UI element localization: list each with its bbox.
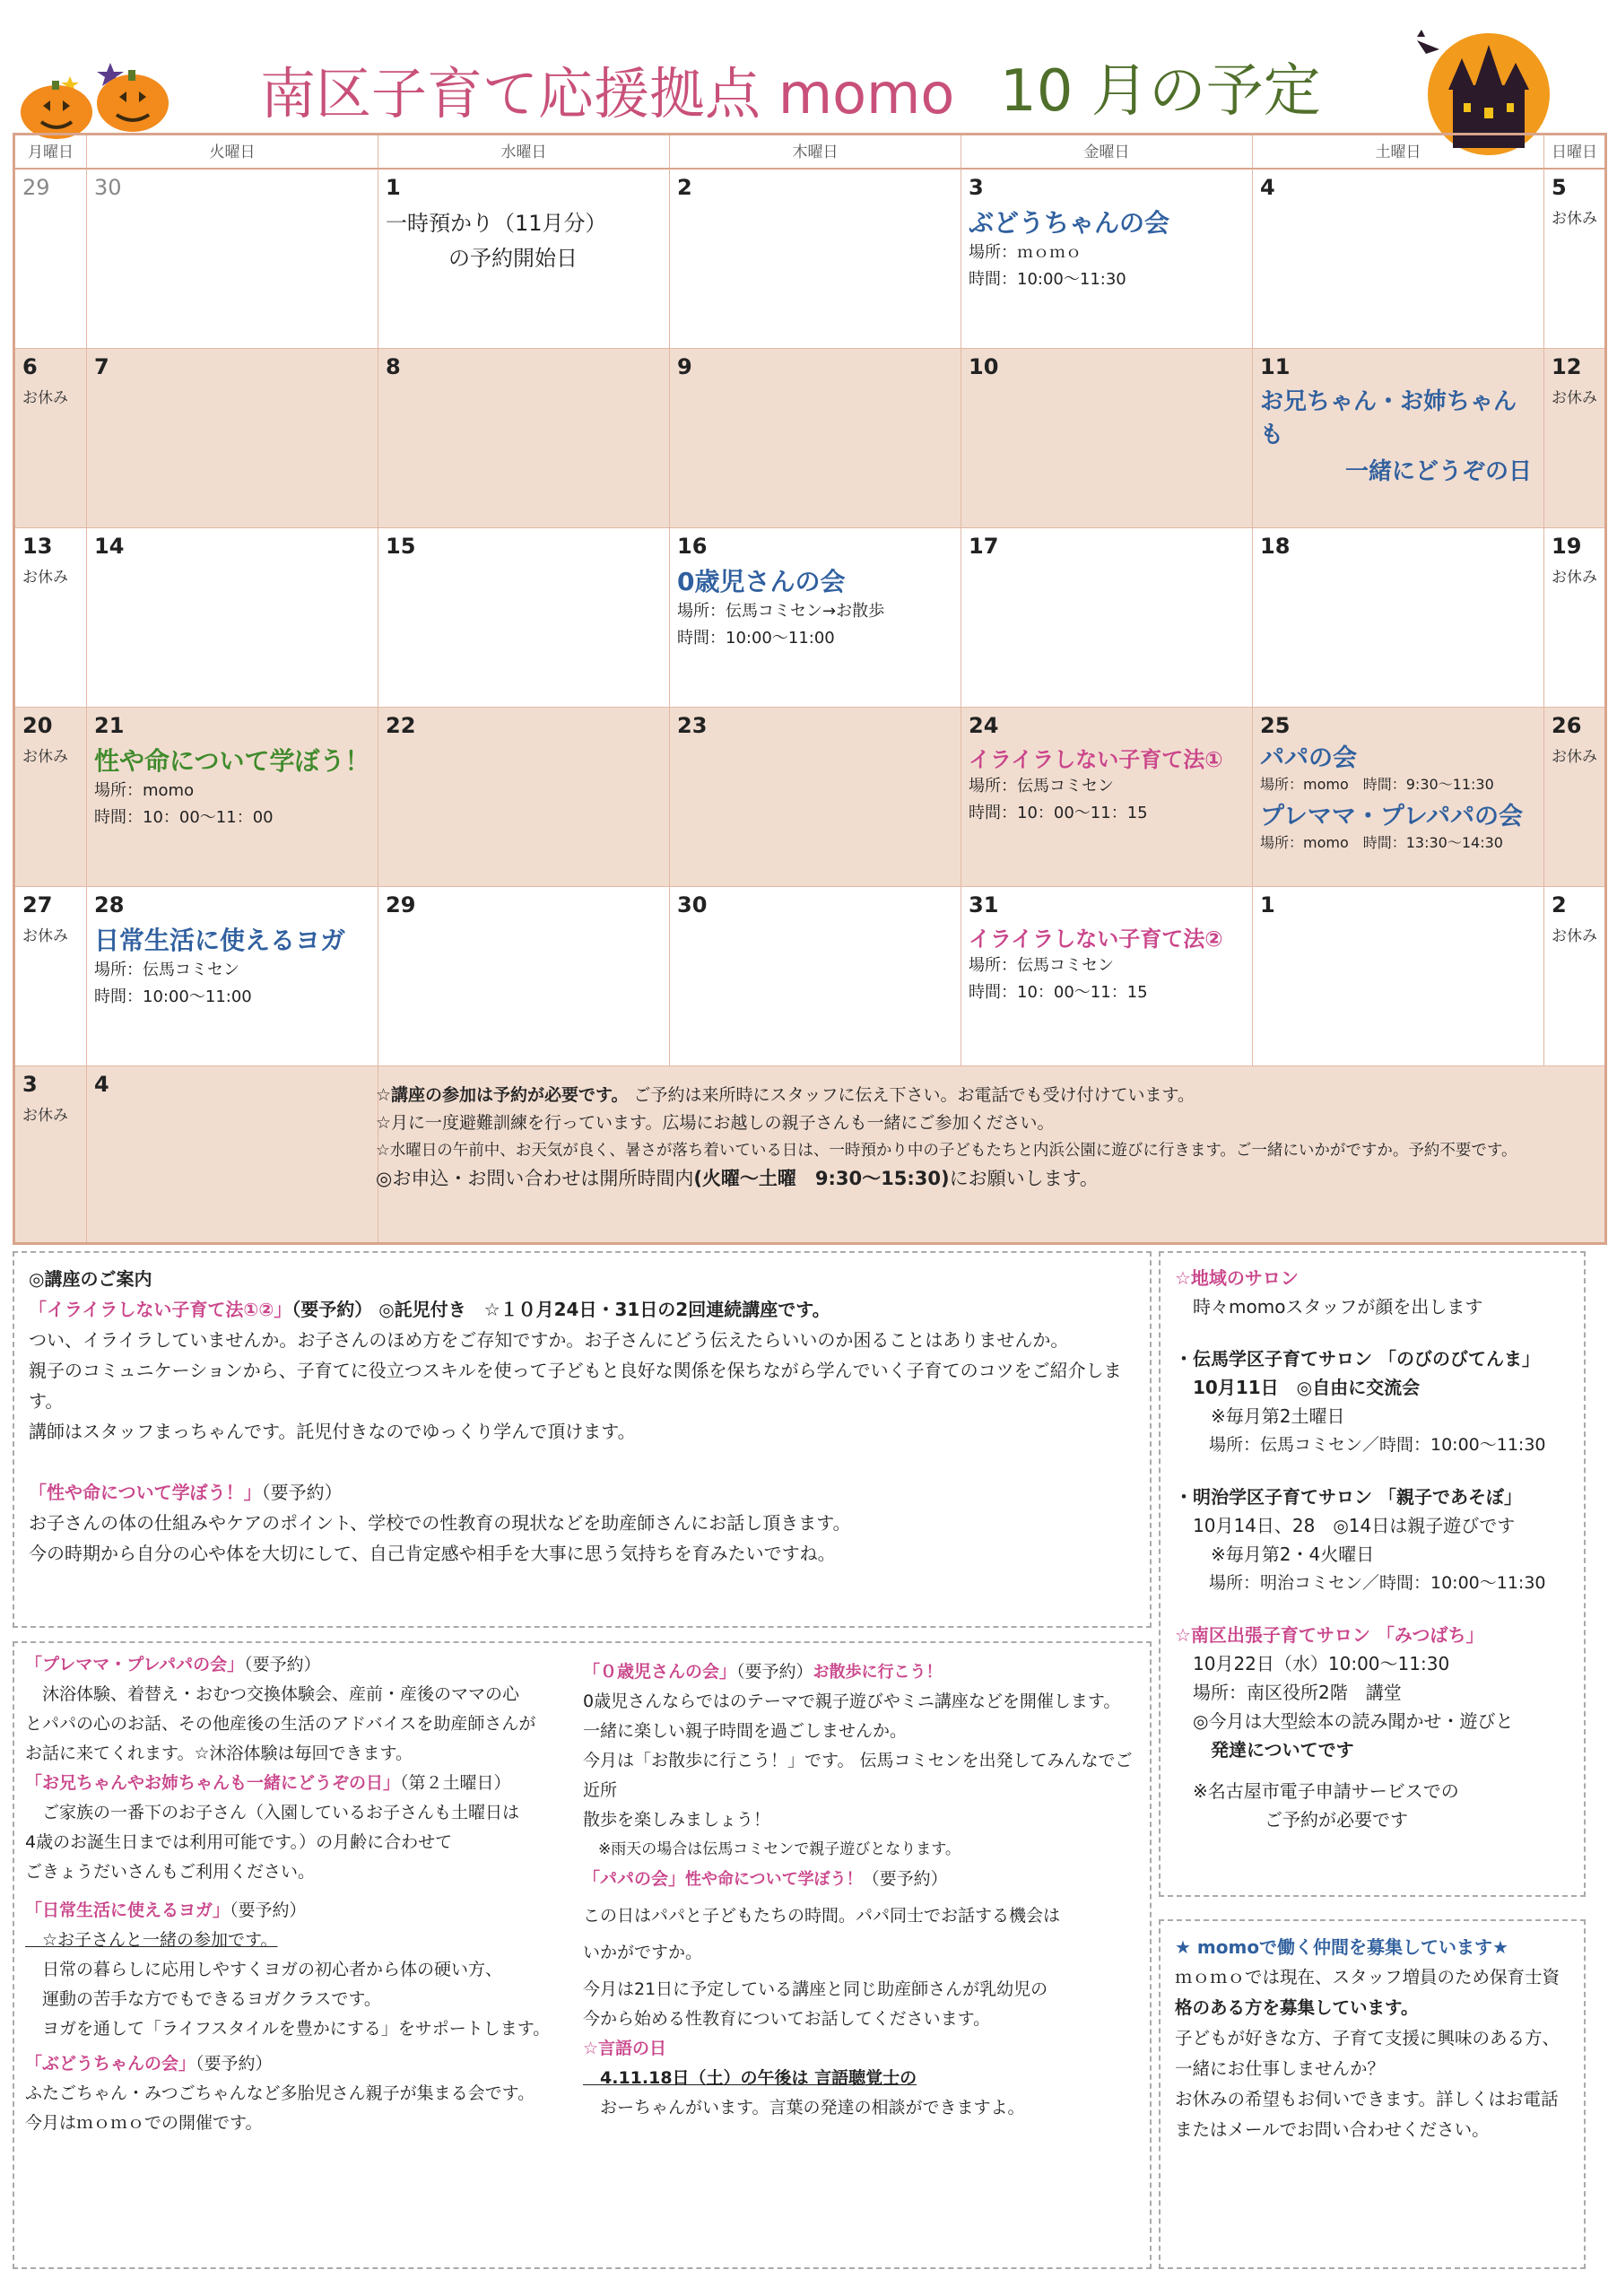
- month-title: 10 月の予定: [1000, 58, 1321, 125]
- day-cell: [670, 349, 961, 528]
- salon-text: 場所：南区役所2階 講堂: [1175, 1682, 1402, 1703]
- day-cell: [1253, 349, 1544, 528]
- day-cell: [87, 1066, 378, 1242]
- day-number: 9: [677, 354, 692, 379]
- day-cell: [1544, 887, 1604, 1066]
- event-details-mid: [583, 1657, 1143, 2123]
- weekday-header: 土曜日: [1253, 135, 1544, 170]
- page-title: 南区子育て応援拠点 momo: [260, 61, 955, 126]
- event-info: 場所：momo 時間：13:30〜14:30: [1260, 834, 1503, 851]
- event-detail-text: おーちゃんがいます。言葉の発達の相談ができますよ。: [583, 2098, 1025, 2118]
- event-detail-text: いかがですか。: [583, 1943, 703, 1962]
- closed-label: お休み: [1552, 210, 1597, 228]
- weekday-header: 火曜日: [87, 135, 378, 170]
- closed-label: お休み: [1552, 748, 1597, 766]
- event-detail-text: ※雨天の場合は伝馬コミセンで親子遊びとなります。: [583, 1840, 961, 1858]
- salon-title: ☆南区出張子育てサロン 「みつばち」: [1175, 1624, 1484, 1646]
- note-line: ☆月に一度避難訓練を行っています。広場にお越しの親子さんも一緒にご参加ください。: [376, 1113, 1055, 1133]
- day-number: 8: [386, 354, 401, 379]
- event-info: 場所：momo 時間：9:30〜11:30: [1260, 776, 1494, 793]
- day-number: 19: [1552, 534, 1582, 559]
- course-description: 講師はスタッフまっちゃんです。託児付きなのでゆっくり学んで頂けます。: [29, 1421, 636, 1442]
- day-cell: [87, 887, 378, 1066]
- event-time: 時間：10:00〜11:00: [677, 629, 835, 648]
- event-detail-text: 今月は21日に予定している講座と同じ助産師さんが乳幼児の: [583, 1979, 1048, 1999]
- salon-text: 場所：伝馬コミセン／時間：10:00〜11:30: [1175, 1435, 1546, 1455]
- event-detail-text: ごきょうだいさんもご利用ください。: [25, 1862, 316, 1882]
- event-place: 場所：伝馬コミセン: [969, 956, 1114, 975]
- salon-text: 場所：明治コミセン／時間：10:00〜11:30: [1175, 1573, 1546, 1593]
- note-emphasis: ☆講座の参加は予約が必要です。: [376, 1085, 629, 1105]
- day-number: 18: [1260, 534, 1291, 559]
- weekday-header: 月曜日: [15, 135, 87, 170]
- event-detail-text: ☆お子さんと一緒の参加です。: [25, 1930, 278, 1950]
- day-cell: [15, 349, 87, 528]
- note-line: [376, 1165, 1595, 1193]
- closed-label: お休み: [22, 569, 68, 587]
- course-title: 「性や命について学ぼう！」: [29, 1482, 262, 1503]
- day-cell: [87, 170, 378, 349]
- course-description: 今の時期から自分の心や体を大切にして、自己肯定感や相手を大事に思う気持ちを育みたいですね。: [29, 1543, 836, 1564]
- day-cell: [15, 528, 87, 708]
- weekday-header: 日曜日: [1544, 135, 1604, 170]
- closed-label: お休み: [1552, 927, 1597, 945]
- salon-text: ご予約が必要です: [1175, 1809, 1408, 1831]
- recruit-text: またはメールでお問い合わせください。: [1175, 2119, 1490, 2140]
- event-text: 一時預かり（11月分）: [386, 211, 607, 236]
- day-number: 3: [22, 1072, 38, 1097]
- day-number: 1: [386, 175, 401, 200]
- day-cell: [670, 528, 961, 708]
- section-heading: ☆地域のサロン: [1175, 1267, 1299, 1289]
- section-heading: ◎講座のご案内: [29, 1268, 152, 1290]
- event-place: 場所：momo: [94, 781, 195, 800]
- event-detail-text: ふたごちゃん・みつごちゃんなど多胎児さん親子が集まる会です。: [25, 2083, 535, 2103]
- day-number: 7: [94, 354, 109, 379]
- day-cell: [15, 1066, 87, 1242]
- event-title: イライラしない子育て法①: [969, 747, 1223, 772]
- closed-label: お休み: [1552, 569, 1597, 587]
- day-number: 10: [969, 354, 999, 379]
- day-cell: [670, 887, 961, 1066]
- event-detail-title: 「ぶどうちゃんの会」: [25, 2054, 196, 2074]
- recruit-section: [1159, 1919, 1586, 2269]
- day-number: 29: [386, 892, 416, 918]
- event-title: パパの会: [1260, 744, 1357, 772]
- day-cell: [1544, 528, 1604, 708]
- weekday-header: 水曜日: [378, 135, 670, 170]
- day-cell: [1253, 528, 1544, 708]
- event-detail-title: 「お兄ちゃんやお姉ちゃんも一緒にどうぞの日」: [25, 1773, 401, 1793]
- salon-text: ※名古屋市電子申請サービスでの: [1175, 1780, 1459, 1802]
- note-text: ご予約は来所時にスタッフに伝え下さい。お電話でも受け付けています。: [628, 1085, 1195, 1105]
- day-cell: [87, 708, 378, 887]
- event-detail-tag: （要予約）: [736, 1662, 813, 1682]
- recruit-text: 格のある方を募集しています。: [1175, 1997, 1419, 2018]
- day-number: 21: [94, 713, 125, 738]
- event-detail-title: 「０歳児さんの会」: [583, 1662, 737, 1682]
- day-cell: [15, 887, 87, 1066]
- closed-label: お休み: [1552, 389, 1597, 407]
- note-line: ☆水曜日の午前中、お天気が良く、暑さが落ち着いている日は、一時預かり中の子どもたちと内浜公園に遊びに行きます。ご一緒にいかがですか。予約不要です。: [376, 1142, 1517, 1160]
- closed-label: お休み: [22, 748, 68, 766]
- day-number: 26: [1552, 713, 1582, 738]
- day-number: 3: [969, 175, 984, 200]
- day-cell: [961, 528, 1253, 708]
- event-place: 場所：伝馬コミセン: [969, 777, 1114, 796]
- event-detail-text: 一緒に楽しい親子時間を過ごしませんか。: [583, 1721, 908, 1741]
- recruit-text: 一緒にお仕事しませんか？: [1175, 2058, 1386, 2079]
- day-number: 13: [22, 534, 53, 559]
- event-title: イライラしない子育て法②: [969, 926, 1223, 952]
- event-detail-text: 散歩を楽しみましょう！: [583, 1810, 771, 1830]
- day-cell: [1253, 887, 1544, 1066]
- day-number: 17: [969, 534, 999, 559]
- course-description: お子さんの体の仕組みやケアのポイント、学校での性教育の現状などを助産師さんにお話し頂きます。: [29, 1512, 851, 1534]
- event-detail-tag: （要予約）: [244, 1655, 321, 1674]
- event-detail-title: 「プレママ・プレパパの会」: [25, 1655, 245, 1674]
- day-cell: [378, 349, 670, 528]
- day-cell: [15, 170, 87, 349]
- salon-section: [1159, 1251, 1586, 1897]
- day-cell: [87, 528, 378, 708]
- day-cell: [1544, 170, 1604, 349]
- salon-text: 発達についてです: [1175, 1739, 1354, 1761]
- day-number: 15: [386, 534, 416, 559]
- day-number: 27: [22, 892, 53, 918]
- event-detail-text: 日常の暮らしに応用しやすくヨガの初心者から体の硬い方、: [25, 1960, 503, 1979]
- day-cell: [378, 528, 670, 708]
- event-detail-tag: （第２土曜日）: [400, 1773, 511, 1793]
- day-number: 22: [386, 713, 416, 738]
- event-time: 時間：10:00〜11:00: [94, 987, 252, 1006]
- event-detail-tag: （要予約）: [230, 1900, 307, 1920]
- day-number: 12: [1552, 354, 1582, 379]
- day-number: 2: [677, 175, 692, 200]
- event-detail-text: 今月は「お散歩に行こう！」です。 伝馬コミセンを出発してみんなでご近所: [583, 1751, 1133, 1800]
- day-number: 31: [969, 892, 999, 918]
- event-title: 性や命について学ぼう！: [94, 746, 370, 776]
- day-number: 4: [94, 1072, 109, 1097]
- event-detail-tag: （要予約）: [862, 1869, 948, 1889]
- event-detail-sub: 性や命について学ぼう！: [685, 1870, 863, 1889]
- event-detail-text: 今から始める性教育についてお話してくださいます。: [583, 2009, 991, 2029]
- day-number: 24: [969, 713, 999, 738]
- event-place: 場所：ｍｏｍｏ: [969, 243, 1082, 262]
- calendar: [13, 133, 1607, 1245]
- day-cell: [961, 349, 1253, 528]
- event-detail-title: 「パパの会」: [583, 1869, 686, 1889]
- day-number: 25: [1260, 713, 1291, 738]
- day-cell: [961, 887, 1253, 1066]
- day-number: 30: [677, 892, 708, 918]
- calendar-notes: [376, 1082, 1595, 1193]
- event-title: 一緒にどうぞの日: [1345, 458, 1533, 485]
- event-title: ぶどうちゃんの会: [969, 208, 1170, 238]
- salon-text: ◎今月は大型絵本の読み聞かせ・遊びと: [1175, 1710, 1514, 1732]
- event-detail-text: この日はパパと子どもたちの時間。パパ同士でお話する機会は: [583, 1906, 1061, 1926]
- note-line: [376, 1082, 1595, 1109]
- closed-label: お休み: [22, 927, 68, 945]
- day-number: 2: [1552, 892, 1567, 918]
- course-title: 「イライラしない子育て法①②」: [29, 1299, 292, 1320]
- event-title: 日常生活に使えるヨガ: [94, 926, 346, 955]
- salon-text: ※毎月第2土曜日: [1175, 1405, 1345, 1427]
- salon-title: ・伝馬学区子育てサロン 「のびのびてんま」: [1175, 1348, 1540, 1370]
- salon-text: 時々momoスタッフが顔を出します: [1175, 1296, 1483, 1318]
- note-emphasis: (火曜〜土曜 9:30〜15:30): [693, 1168, 950, 1189]
- event-place: 場所：伝馬コミセン: [94, 961, 239, 979]
- day-cell: [961, 170, 1253, 349]
- event-detail-text: とパパの心のお話、その他産後の生活のアドバイスを助産師さんが: [25, 1714, 536, 1734]
- salon-date: 10月11日 ◎自由に交流会: [1175, 1377, 1421, 1398]
- day-number: 5: [1552, 175, 1567, 200]
- event-title: お兄ちゃん・お姉ちゃんも: [1260, 388, 1517, 448]
- event-time: 時間：10:00〜11:30: [969, 270, 1126, 289]
- event-title: 0歳児さんの会: [677, 567, 846, 596]
- recruit-text: 子どもが好きな方、子育て支援に興味のある方、: [1175, 2028, 1560, 2048]
- event-place: 場所：伝馬コミセン→お散歩: [677, 602, 885, 621]
- weekday-header: 金曜日: [961, 135, 1253, 170]
- day-cell: [1544, 349, 1604, 528]
- day-number: 30: [94, 175, 122, 200]
- day-cell: [1253, 170, 1544, 349]
- event-detail-tag: （要予約）: [196, 2054, 273, 2074]
- note-text: にお願いします。: [949, 1168, 1099, 1189]
- note-text: ◎お申込・お問い合わせは開所時間内: [376, 1168, 694, 1189]
- day-number: 4: [1260, 175, 1275, 200]
- closed-label: お休み: [22, 389, 68, 407]
- weekday-header: 木曜日: [670, 135, 961, 170]
- day-number: 29: [22, 175, 50, 200]
- salon-date: 10月14日、28 ◎14日は親子遊びです: [1175, 1515, 1516, 1536]
- day-cell: [670, 708, 961, 887]
- day-cell: [670, 170, 961, 349]
- day-number: 20: [22, 713, 53, 738]
- event-detail-text: ヨガを通して「ライフスタイルを豊かにする」をサポートします。: [25, 2019, 551, 2039]
- course-tags: （要予約） ◎託児付き ☆１０月24日・31日の2回連続講座です。: [291, 1299, 830, 1320]
- recruit-text: お休みの希望もお伺いできます。詳しくはお電話: [1175, 2089, 1559, 2109]
- pumpkin-decoration-icon: [16, 36, 178, 144]
- day-number: 6: [22, 354, 38, 379]
- day-number: 14: [94, 534, 125, 559]
- day-cell: [378, 708, 670, 887]
- day-number: 28: [94, 892, 125, 918]
- event-title: プレママ・プレパパの会: [1260, 803, 1523, 831]
- event-detail-text: 4.11.18日（土）の午後は 言語聴覚士の: [583, 2068, 917, 2088]
- day-cell: [87, 349, 378, 528]
- event-time: 時間：10：00〜11：15: [969, 804, 1148, 822]
- event-time: 時間：10：00〜11：00: [94, 808, 274, 827]
- day-cell: [378, 887, 670, 1066]
- event-detail-sub: お散歩に行こう！: [813, 1663, 943, 1682]
- event-detail-text: 4歳のお誕生日までは利用可能です。）の月齢に合わせて: [25, 1832, 453, 1852]
- event-detail-text: 沐浴体験、着替え・おむつ交換体験会、産前・産後のママの心: [25, 1684, 520, 1704]
- event-text: の予約開始日: [448, 246, 578, 271]
- event-detail-text: 運動の苦手な方でもできるヨガクラスです。: [25, 1989, 381, 2009]
- course-tags: （要予約）: [261, 1482, 343, 1503]
- event-detail-title: 「日常生活に使えるヨガ」: [25, 1900, 230, 1920]
- event-details-left: [25, 1650, 581, 2138]
- day-cell: [378, 170, 670, 349]
- day-cell: [1544, 708, 1604, 887]
- course-description: 親子のコミュニケーションから、子育てに役立つスキルを使って子どもと良好な関係を保ちながら学んでいく子育てのコツをご紹介します。: [29, 1360, 1122, 1412]
- event-detail-text: 今月はｍｏｍｏでの開催です。: [25, 2113, 263, 2133]
- day-number: 23: [677, 713, 708, 738]
- day-number: 16: [677, 534, 708, 559]
- event-time: 時間：10：00〜11：15: [969, 983, 1148, 1002]
- event-detail-title: ☆言語の日: [583, 2039, 667, 2058]
- section-heading: ★ momoで働く仲間を募集しています★: [1175, 1936, 1508, 1958]
- day-cell: [1253, 708, 1544, 887]
- salon-title: ・明治学区子育てサロン 「親子であそぼ」: [1175, 1486, 1522, 1508]
- day-cell: [15, 708, 87, 887]
- salon-text: ※毎月第2・4火曜日: [1175, 1544, 1375, 1565]
- event-detail-text: 0歳児さんならではのテーマで親子遊びやミニ講座などを開催します。: [583, 1692, 1121, 1711]
- day-number: 11: [1260, 354, 1291, 379]
- salon-date: 10月22日（水）10:00〜11:30: [1175, 1653, 1450, 1674]
- event-detail-text: お話に来てくれます。☆沐浴体験は毎回できます。: [25, 1744, 413, 1763]
- day-cell: [961, 708, 1253, 887]
- course-guide-section: [13, 1251, 1152, 1628]
- day-number: 1: [1260, 892, 1275, 918]
- event-detail-text: ご家族の一番下のお子さん（入園しているお子さんも土曜日は: [25, 1803, 520, 1822]
- recruit-text: ｍｏｍｏでは現在、スタッフ増員のため保育士資: [1175, 1967, 1560, 1987]
- closed-label: お休み: [22, 1107, 68, 1125]
- course-description: つい、イライラしていませんか。お子さんのほめ方をご存知ですか。お子さんにどう伝えたらいいのか困ることはありませんか。: [29, 1329, 1069, 1351]
